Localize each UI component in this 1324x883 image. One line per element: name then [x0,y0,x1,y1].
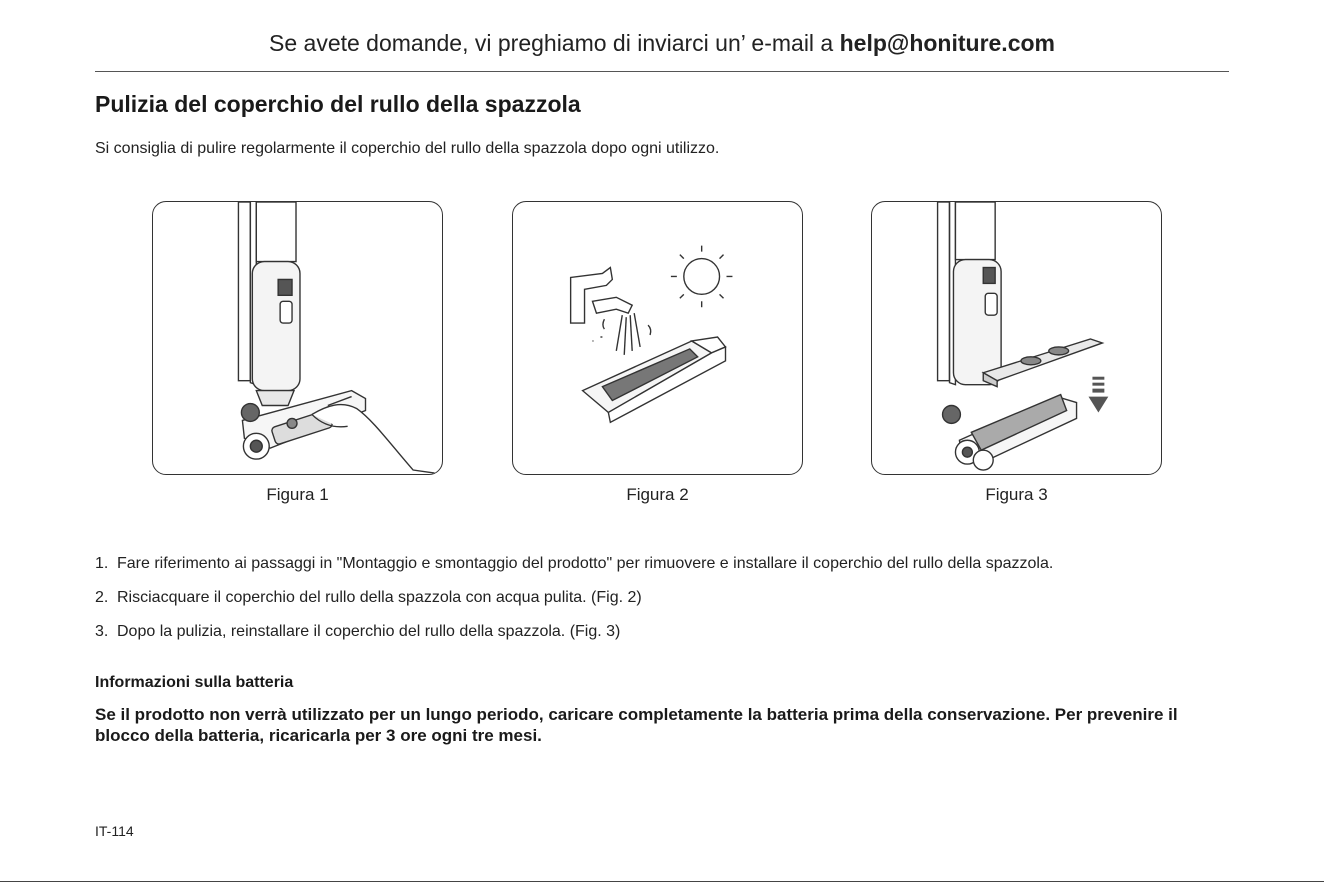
section-title: Pulizia del coperchio del rullo della spazzola [95,91,581,117]
figure-2-caption: Figura 2 [626,485,689,504]
step-text: Risciacquare il coperchio del rullo della spazzola con acqua pulita. (Fig. 2) [117,589,642,606]
list-item [95,621,1053,655]
figure-1-caption: Figura 1 [266,485,329,504]
page-number: IT-114 [95,823,134,839]
rinse-cover-illustration [513,202,802,474]
page-header [95,30,1229,57]
battery-text: Se il prodotto non verrà utilizzato per un lungo periodo, caricare completamente la batteria prima della conservazione. Per prevenire il blocco della batteria, ricaricarla per 3 ore ogni tre mesi. [95,705,1178,745]
figure-3 [871,201,1162,475]
list-item [95,587,1053,621]
section-intro: Si consiglia di pulire regolarmente il coperchio del rullo della spazzola dopo ogni utilizzo. [95,140,720,157]
header-text: Se avete domande, vi preghiamo di inviarci un’ e-mail a [269,30,840,56]
battery-heading: Informazioni sulla batteria [95,674,294,691]
vacuum-remove-cover-illustration [153,202,442,474]
list-item [95,553,1053,587]
vacuum-install-cover-illustration [872,202,1161,474]
step-number: 3. [95,623,109,640]
instructions-list [95,553,1053,655]
figure-1 [152,201,443,475]
support-email[interactable]: help@honiture.com [839,30,1055,56]
header-divider [95,71,1229,72]
bottom-divider [0,881,1324,882]
figure-3-caption: Figura 3 [985,485,1048,504]
figure-2 [512,201,803,475]
step-number: 2. [95,589,109,606]
step-text: Fare riferimento ai passaggi in "Montaggio e smontaggio del prodotto" per rimuovere e installare il coperchio del rullo della spazzola. [117,555,1054,572]
step-number: 1. [95,555,109,572]
step-text: Dopo la pulizia, reinstallare il coperchio del rullo della spazzola. (Fig. 3) [117,623,621,640]
